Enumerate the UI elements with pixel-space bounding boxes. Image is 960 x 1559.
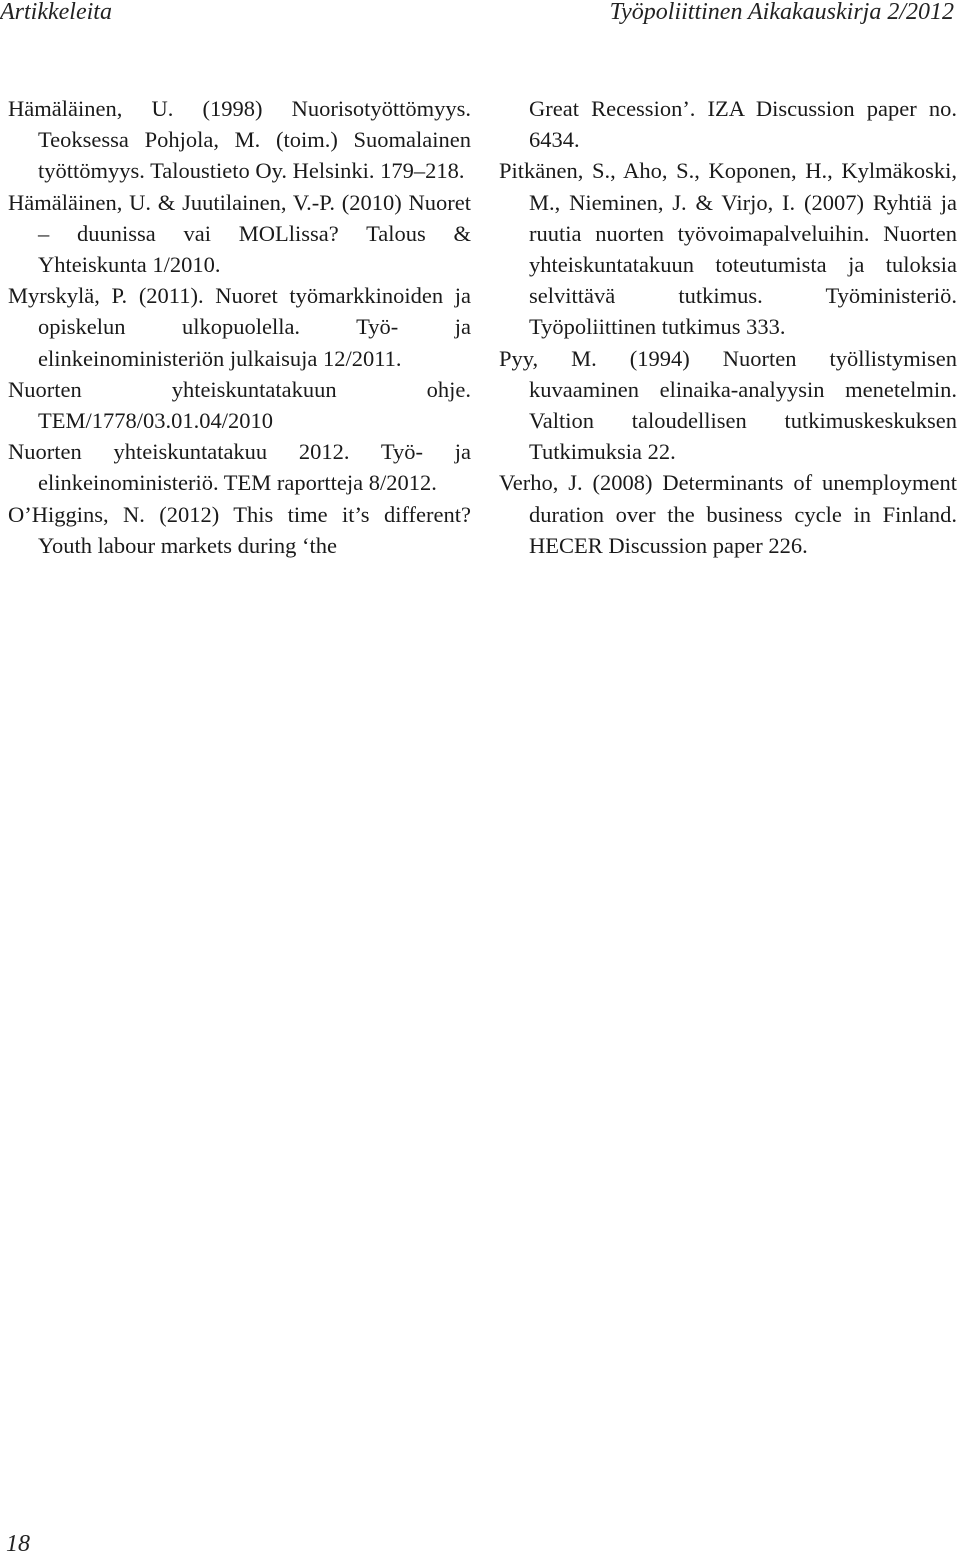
page-number: 18	[6, 1531, 30, 1557]
page-header	[0, 0, 960, 32]
reference-item: Verho, J. (2008) Determinants of unemployment duration over the business cycle in Finland. HECER Discussion paper 226.	[499, 470, 957, 558]
reference-item: Myrskylä, P. (2011). Nuoret työmarkkinoiden ja opiskelun ulkopuolella. Työ- ja elinkeinoministeriön julkaisuja 12/2011.	[8, 283, 471, 371]
reference-item: Nuorten yhteiskuntatakuun ohje. TEM/1778/03.01.04/2010	[8, 376, 471, 434]
reference-item: Pyy, M. (1994) Nuorten työllistymisen kuvaaminen elinaika-analyysin menetelmin. Valtion taloudellisen tutkimuskeskuksen Tutkimuksia 22.	[499, 345, 957, 465]
reference-item: Nuorten yhteiskuntatakuu 2012. Työ- ja elinkeinoministeriö. TEM raportteja 8/2012.	[8, 439, 471, 496]
reference-item: Pitkänen, S., Aho, S., Koponen, H., Kylmäkoski, M., Nieminen, J. & Virjo, I. (2007) Ryhtiä ja ruutia nuorten työvoimapalveluihin. Nuorten yhteiskuntatakuun toteutumista ja tuloksia selvittävä tutkimus. Työministeriö. Työpoliittinen tutkimus 333.	[499, 158, 957, 340]
reference-continuation: Great Recession’. IZA Discussion paper no. 6434.	[529, 96, 957, 153]
references-right-column	[499, 93, 957, 561]
reference-item: O’Higgins, N. (2012) This time it’s different? Youth labour markets during ‘the	[8, 501, 471, 558]
reference-item: Hämäläinen, U. & Juutilainen, V.-P. (2010) Nuoret – duunissa vai MOLlissa? Talous & Yhteiskunta 1/2010.	[8, 189, 471, 278]
journal-title: Työpoliittinen Aikakauskirja 2/2012	[609, 0, 954, 25]
references-left-column	[8, 93, 471, 561]
reference-item: Hämäläinen, U. (1998) Nuorisotyöttömyys. Teoksessa Pohjola, M. (toim.) Suomalainen työttömyys. Taloustieto Oy. Helsinki. 179–218.	[8, 96, 471, 184]
section-title: Artikkeleita	[0, 0, 112, 25]
